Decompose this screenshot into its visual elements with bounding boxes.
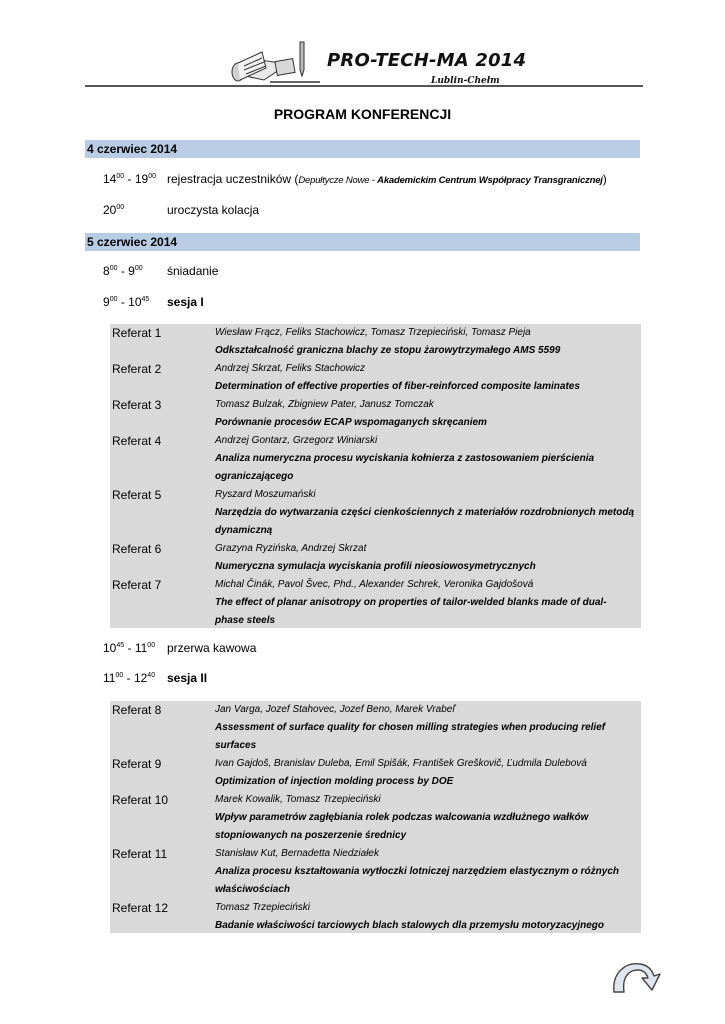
referat-label: Referat 12 — [112, 901, 169, 915]
referat-row — [110, 360, 641, 396]
referat-row — [110, 701, 641, 755]
time-range: $20^{00}$ — [103, 203, 125, 217]
time-range: $10^{45} - 11^{00}$ — [103, 641, 156, 655]
referat-row — [110, 791, 641, 845]
schedule-item-dinner — [103, 202, 259, 218]
referat-title: The effect of planar anisotropy on properties of tailor-welded blanks made of dual-phase steels — [215, 597, 607, 626]
logo-title: PRO-TECH-MA 2014 — [327, 50, 527, 71]
time-range: $8^{00} - 9^{00}$ — [103, 264, 143, 278]
referat-authors: Stanisław Kut, Bernadetta Niedziałek — [215, 848, 379, 859]
referat-body — [215, 755, 641, 791]
referat-authors: Jan Varga, Jozef Stahovec, Jozef Beno, Marek Vrabeľ — [215, 704, 456, 715]
referat-label: Referat 9 — [112, 757, 162, 771]
referat-title: Numeryczna symulacja wyciskania profili nieosiowosymetrycznych — [215, 561, 536, 572]
schedule-text: przerwa kawowa — [167, 641, 257, 655]
referat-title: Narzędzia do wytwarzania części cienkościennych z materiałów rozdrobnionych metodą dynamiczną — [215, 507, 635, 536]
venue-text: Depułtycze Nowe - Akademickim Centrum Współpracy Transgranicznej — [298, 175, 603, 186]
referat-title: Assessment of surface quality for chosen milling strategies when producing relief surfaces — [215, 722, 606, 751]
referat-body — [215, 576, 641, 630]
referat-authors: Michal Činák, Pavol Švec, Phd., Alexander Schrek, Veronika Gajdošová — [215, 579, 534, 590]
schedule-item-session-2 — [103, 670, 207, 686]
referat-row — [110, 396, 641, 432]
schedule-item-breakfast — [103, 263, 218, 279]
referat-authors: Wiesław Frącz, Feliks Stachowicz, Tomasz Trzepieciński, Tomasz Pieja — [215, 327, 531, 338]
header-divider — [85, 85, 643, 87]
referat-label: Referat 7 — [112, 578, 162, 592]
referat-row — [110, 540, 641, 576]
referat-label: Referat 4 — [112, 434, 162, 448]
referat-authors: Marek Kowalik, Tomasz Trzepieciński — [215, 794, 381, 805]
referat-row — [110, 576, 641, 630]
schedule-text: uroczysta kolacja — [167, 203, 260, 217]
referat-title: Wpływ parametrów zagłębiania rolek podczas walcowania wzdłużnego wałków stopniowanych na poszerzenie średnicy — [215, 812, 589, 841]
schedule-text: śniadanie — [167, 264, 219, 278]
referat-body — [215, 540, 641, 576]
referat-body — [215, 360, 641, 396]
referat-label: Referat 10 — [112, 793, 169, 807]
time-range: $11^{00} - 12^{40}$ — [103, 671, 156, 685]
page-title: PROGRAM KONFERENCJI — [273, 106, 452, 122]
referat-title: Porównanie procesów ECAP wspomaganych skręcaniem — [215, 417, 487, 428]
referat-title: Badanie właściwości tarciowych blach stalowych dla przemysłu motoryzacyjnego — [215, 920, 605, 931]
next-page-arrow-icon[interactable] — [608, 958, 664, 996]
day-heading-1: 4 czerwiec 2014 — [85, 140, 640, 158]
schedule-item-registration: $14^{00} - 19^{00}$ rejestracja uczestników (Depułtycze Nowe - Akademickim Centrum Współpracy Transgranicznej) — [103, 172, 607, 186]
referat-body — [215, 486, 641, 540]
referat-label: Referat 3 — [112, 398, 162, 412]
referat-row — [110, 899, 641, 935]
referat-authors: Tomasz Bulzak, Zbigniew Pater, Janusz Tomczak — [215, 399, 434, 410]
schedule-text: rejestracja uczestników ( — [167, 172, 299, 186]
referat-title: Odkształcalność graniczna blachy ze stopu żarowytrzymałego AMS 5599 — [215, 345, 561, 356]
referat-body — [215, 396, 641, 432]
referat-authors: Andrzej Skrzat, Feliks Stachowicz — [215, 363, 366, 374]
referat-body — [215, 791, 641, 845]
referat-row — [110, 324, 641, 360]
referat-body — [215, 899, 641, 935]
schedule-text: sesja II — [167, 671, 208, 685]
referat-body — [215, 324, 641, 360]
referat-authors: Tomasz Trzepieciński — [215, 902, 311, 913]
time-range: $9^{00} - 10^{45}$ — [103, 295, 150, 309]
referat-label: Referat 8 — [112, 703, 162, 717]
referat-row — [110, 432, 641, 486]
referat-label: Referat 2 — [112, 362, 162, 376]
referat-title: Optimization of injection molding process by DOE — [215, 776, 454, 787]
referat-row — [110, 486, 641, 540]
referat-row — [110, 845, 641, 899]
referat-authors: Ivan Gajdoš, Branislav Duleba, Emil Spišák, František Greškovič, Ľudmila Dulebová — [215, 758, 587, 769]
referat-label: Referat 1 — [112, 326, 162, 340]
referat-body — [215, 845, 641, 899]
day-heading-2: 5 czerwiec 2014 — [85, 233, 640, 251]
schedule-item-coffee-break — [103, 640, 256, 656]
referat-authors: Andrzej Gontarz, Grzegorz Winiarski — [215, 435, 378, 446]
referat-title: Analiza numeryczna procesu wyciskania kołnierza z zastosowaniem pierścienia ograniczającego — [215, 453, 595, 482]
referat-label: Referat 11 — [112, 847, 168, 861]
logo-subtitle: Lublin-Chełm — [431, 76, 500, 86]
referat-label: Referat 6 — [112, 542, 162, 556]
referat-row — [110, 755, 641, 791]
referat-authors: Ryszard Moszumański — [215, 489, 316, 500]
referat-title: Analiza procesu kształtowania wytłoczki lotniczej narzędziem elastycznym o różnych właściwościach — [215, 866, 620, 895]
document-header — [85, 38, 643, 90]
session-2-table — [110, 701, 641, 933]
schedule-text: sesja I — [167, 295, 204, 309]
conference-logo-icon — [230, 40, 325, 86]
session-1-table — [110, 324, 641, 628]
referat-label: Referat 5 — [112, 488, 162, 502]
referat-body — [215, 432, 641, 486]
time-range: $14^{00} - 19^{00}$ — [103, 172, 156, 186]
referat-authors: Grazyna Ryzińska, Andrzej Skrzat — [215, 543, 367, 554]
referat-title: Determination of effective properties of fiber-reinforced composite laminates — [215, 381, 580, 392]
schedule-item-session-1 — [103, 294, 204, 310]
referat-body — [215, 701, 641, 755]
